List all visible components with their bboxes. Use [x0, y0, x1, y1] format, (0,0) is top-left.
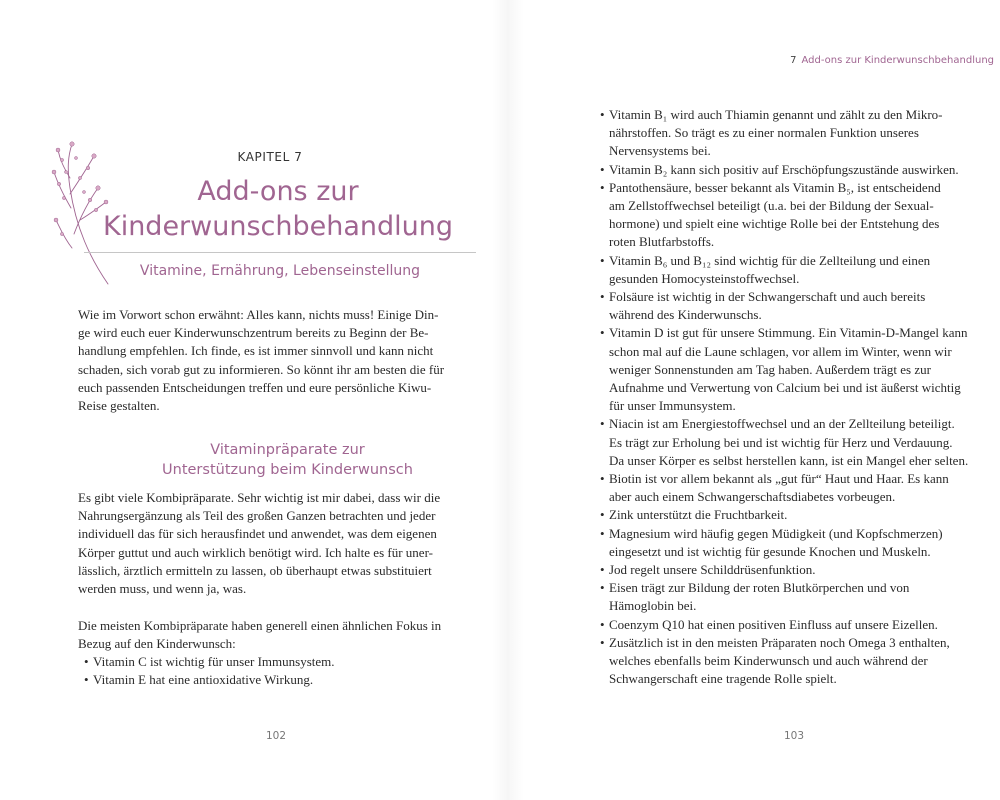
text-line: • Vitamin C ist wichtig für unser Immunsystem.: [93, 654, 335, 669]
text-line: lässlich, ärztlich ermitteln zu lassen, ob überhaupt etwas substituiert: [78, 562, 432, 578]
text-line: Da unser Körper es selbst herstellen kann, ist ein Mangel eher selten.: [609, 452, 969, 468]
list-item: [600, 616, 996, 634]
title-divider: [84, 252, 476, 253]
list-item: [600, 525, 996, 561]
text-line: • Jod regelt unsere Schilddrüsenfunktion.: [609, 562, 816, 578]
list-item: [600, 252, 996, 288]
text-line: • Coenzym Q10 hat einen positiven Einfluss auf unsere Eizellen.: [609, 616, 938, 632]
text-line: • Vitamin B₂ kann sich positiv auf Erschöpfungszustände auswirken.: [609, 161, 959, 177]
bullet-list: [600, 106, 996, 689]
text-line: Reise gestalten.: [78, 398, 160, 414]
book-gutter: [492, 0, 524, 800]
text-line: • Vitamin B₆ und B₁₂ sind wichtig für die Zellteilung und einen: [609, 252, 931, 268]
chapter-title-line: Kinderwunschbehandlung: [102, 211, 454, 242]
list-item: [600, 161, 996, 179]
text-line: Nahrungsergänzung als Teil des großen Ganzen betrachten und jeder: [78, 508, 436, 524]
text-line: roten Blutfarbstoffs.: [609, 234, 715, 250]
text-line: • Pantothensäure, besser bekannt als Vitamin B₅, ist entscheidend: [609, 179, 941, 195]
text-line: • Niacin ist am Energiestoffwechsel und an der Zellteilung beteiligt.: [609, 416, 955, 432]
text-line: gesunden Homocysteinstoffwechsel.: [609, 270, 800, 286]
intro-paragraph: [78, 306, 476, 415]
text-line: am Zellstoffwechsel beteiligt (u.a. bei der Bildung der Sexual-: [609, 198, 934, 214]
list-item: [600, 179, 996, 252]
text-line: • Vitamin E hat eine antioxidative Wirkung.: [93, 672, 314, 688]
text-line: welches ebenfalls beim Kinderwunsch und auch während der: [609, 653, 928, 669]
section-heading-line: Unterstützung beim Kinderwunsch: [162, 462, 413, 478]
text-line: Es trägt zur Erholung bei und ist wichtig für Herz und Verdauung.: [609, 434, 953, 450]
chapter-subtitle: Vitamine, Ernährung, Lebenseinstellung: [139, 263, 421, 279]
text-line: • Folsäure ist wichtig in der Schwangerschaft und auch bereits: [609, 289, 926, 305]
text-line: individuell das für sich herausfindet und anwendet, was dem eigenen: [78, 526, 437, 542]
text-line: Es gibt viele Kombipräparate. Sehr wichtig ist mir dabei, dass wir die: [78, 490, 441, 505]
text-line: während des Kinderwunschs.: [609, 307, 762, 323]
text-line: • Biotin ist vor allem bekannt als „gut für“ Haut und Haar. Es kann: [609, 471, 949, 487]
chapter-title: [98, 174, 458, 244]
text-line: Bezug auf den Kinderwunsch:: [78, 636, 236, 652]
text-line: schon mal auf die Laune schlagen, vor allem im Winter, wenn wir: [609, 343, 952, 359]
text-line: Wie im Vorwort schon erwähnt: Alles kann, nichts muss! Einige Din-: [78, 307, 439, 322]
list-item: [600, 324, 996, 415]
text-line: • Eisen trägt zur Bildung der roten Blutkörperchen und von: [609, 580, 910, 596]
text-line: ge wird euch euer Kinderwunschzentrum bereits zu Beginn der Be-: [78, 325, 429, 341]
header-chapter-number: 7: [790, 55, 797, 66]
text-line: • Zink unterstützt die Fruchtbarkeit.: [609, 507, 788, 523]
list-item: [600, 415, 996, 470]
body-paragraph: [78, 489, 476, 598]
list-item: [600, 106, 996, 161]
text-line: • Vitamin B₁ wird auch Thiamin genannt und zählt zu den Mikro-: [609, 107, 943, 122]
text-line: schaden, sich vorab gut zu informieren. So könnt ihr am besten die für: [78, 361, 445, 377]
text-line: hormone) und spielt eine wichtige Rolle bei der Entstehung des: [609, 216, 940, 232]
text-line: Die meisten Kombipräparate haben generell einen ähnlichen Fokus in: [78, 618, 442, 633]
text-line: Aufnahme und Verwertung von Calcium bei und ist äußerst wichtig: [609, 380, 961, 396]
text-line: Körper guttut und auch wirklich benötigt wird. Ich halte es für uner-: [78, 544, 433, 560]
list-item: [600, 506, 996, 524]
list-item: [600, 288, 996, 324]
page-number: 102: [266, 730, 287, 742]
running-header: [790, 55, 994, 66]
section-heading-line: Vitaminpräparate zur: [210, 442, 365, 458]
chapter-title-line: Add-ons zur: [197, 176, 359, 207]
text-line: werden muss, und wenn ja, was.: [78, 581, 247, 597]
bullet-list: [84, 653, 474, 689]
text-line: Hämoglobin bei.: [609, 598, 697, 614]
list-item: [84, 653, 474, 671]
text-line: handlung empfehlen. Ich finde, es ist immer sinnvoll und kann nicht: [78, 343, 434, 359]
body-paragraph: [78, 617, 476, 653]
text-line: • Magnesium wird häufig gegen Müdigkeit (und Kopfschmerzen): [609, 525, 943, 541]
section-heading: [100, 440, 475, 480]
text-line: Schwangerschaft eine tragende Rolle spielt.: [609, 671, 837, 687]
text-line: Nervensystems bei.: [609, 143, 711, 159]
text-line: • Vitamin D ist gut für unsere Stimmung. Ein Vitamin-D-Mangel kann: [609, 325, 968, 341]
text-line: eingesetzt und ist wichtig für gesunde Knochen und Muskeln.: [609, 543, 931, 559]
text-line: nährstoffen. So trägt es zu einer normalen Funktion unseres: [609, 125, 919, 141]
text-line: für unser Immunsystem.: [609, 398, 736, 414]
list-item: [600, 579, 996, 615]
text-line: aber auch einem Schwangerschaftsdiabetes vorbeugen.: [609, 489, 896, 505]
text-line: • Zusätzlich ist in den meisten Präparaten noch Omega 3 enthalten,: [609, 634, 950, 650]
list-item: [600, 561, 996, 579]
header-title: Add-ons zur Kinderwunschbehandlung: [801, 55, 994, 66]
list-item: [600, 634, 996, 689]
chapter-label: KAPITEL 7: [237, 150, 303, 164]
list-item: [600, 470, 996, 506]
text-line: euch passenden Entscheidungen treffen und eure persönliche Kiwu-: [78, 379, 432, 395]
page-number: 103: [784, 730, 805, 742]
text-line: weniger Sonnenstunden am Tag haben. Außerdem trägt es zur: [609, 361, 931, 377]
list-item: [84, 671, 474, 689]
